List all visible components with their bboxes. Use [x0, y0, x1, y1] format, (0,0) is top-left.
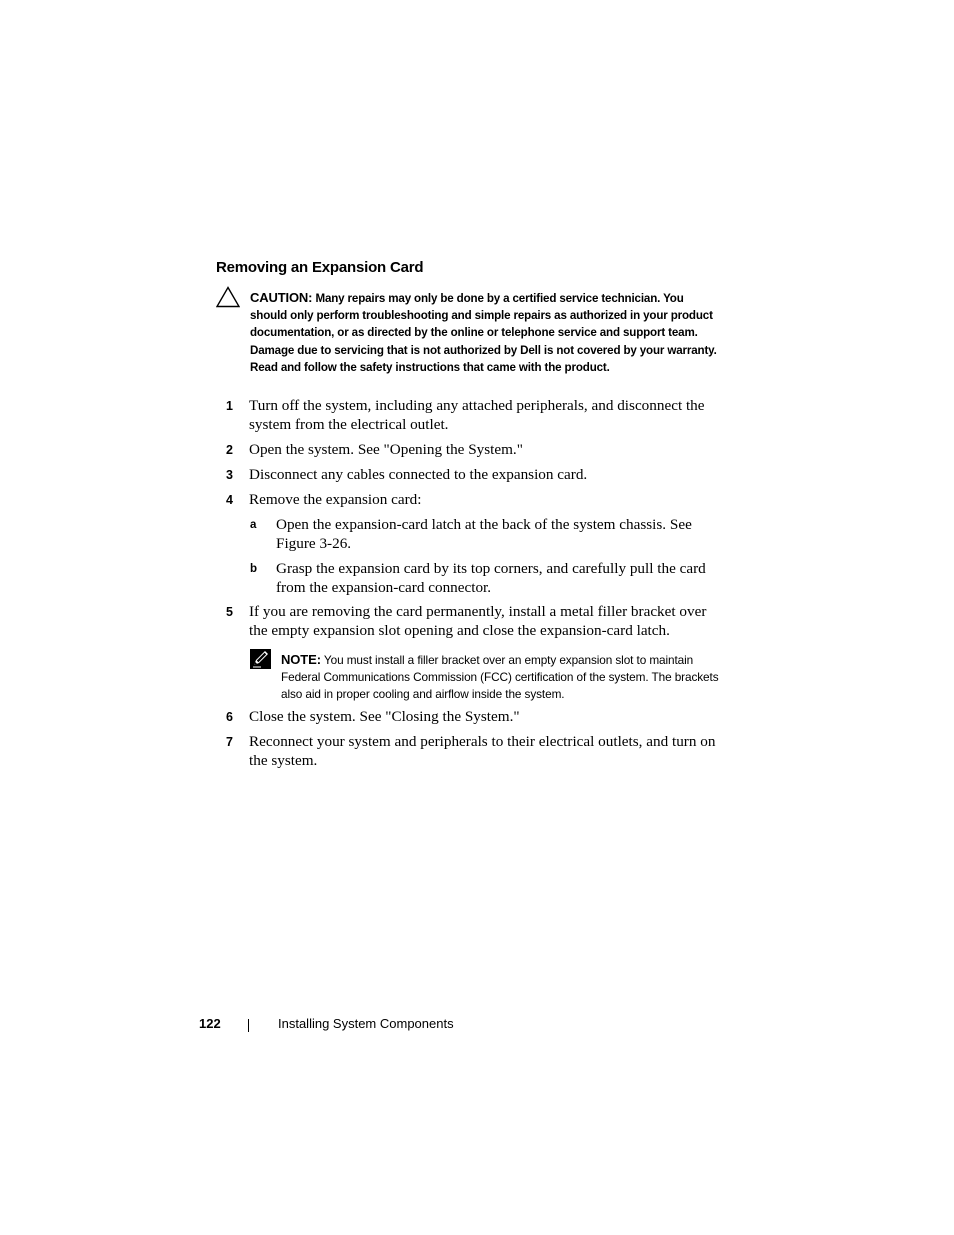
step-number: 6 — [226, 710, 233, 724]
substep-text: Open the expansion-card latch at the back of the system chassis. See Figure 3-26. — [276, 516, 692, 552]
caution-triangle-icon — [216, 286, 240, 308]
step-number: 2 — [226, 443, 233, 457]
caution-text: Many repairs may only be done by a certified service technician. You should only perform troubleshooting and simple repairs as authorized in your product documentation, or as directed by the online or telephone service and support team. Damage due to servicing that is not authorized by Dell is not covered by your warranty. Read and follow the safety instructions that came with the product. — [250, 292, 717, 374]
chapter-title: Installing System Components — [278, 1016, 454, 1031]
step-text: Close the system. See "Closing the System." — [249, 708, 520, 725]
caution-label: CAUTION: — [250, 290, 313, 305]
note-notice — [281, 651, 721, 704]
page-number: 122 — [199, 1016, 221, 1031]
footer-divider — [248, 1019, 249, 1032]
step-number: 5 — [226, 605, 233, 619]
step-text: Disconnect any cables connected to the expansion card. — [249, 466, 588, 483]
step-text: Reconnect your system and peripherals to their electrical outlets, and turn on the system. — [249, 733, 716, 769]
substep-letter: a — [250, 519, 257, 531]
section-heading: Removing an Expansion Card — [216, 259, 424, 276]
substep-letter: b — [250, 563, 258, 575]
step-number: 3 — [226, 468, 233, 482]
step-number: 1 — [226, 399, 233, 413]
step-text: Remove the expansion card: — [249, 491, 422, 508]
step-number: 7 — [226, 735, 233, 749]
step-text: If you are removing the card permanently, install a metal filler bracket over the empty expansion slot opening and close the expansion-card latch. — [249, 603, 707, 639]
note-text: You must install a filler bracket over an empty expansion slot to maintain Federal Communications Commission (FCC) certification of the system. The brackets also aid in proper cooling and airflow inside the system. — [281, 653, 719, 702]
step-text: Turn off the system, including any attached peripherals, and disconnect the system from the electrical outlet. — [249, 397, 705, 433]
substep-text: Grasp the expansion card by its top corners, and carefully pull the card from the expansion-card connector. — [276, 560, 706, 596]
note-pencil-icon — [250, 649, 271, 669]
step-number: 4 — [226, 493, 233, 507]
caution-notice — [250, 289, 720, 376]
step-text: Open the system. See "Opening the System." — [249, 441, 523, 458]
note-label: NOTE: — [281, 652, 321, 667]
